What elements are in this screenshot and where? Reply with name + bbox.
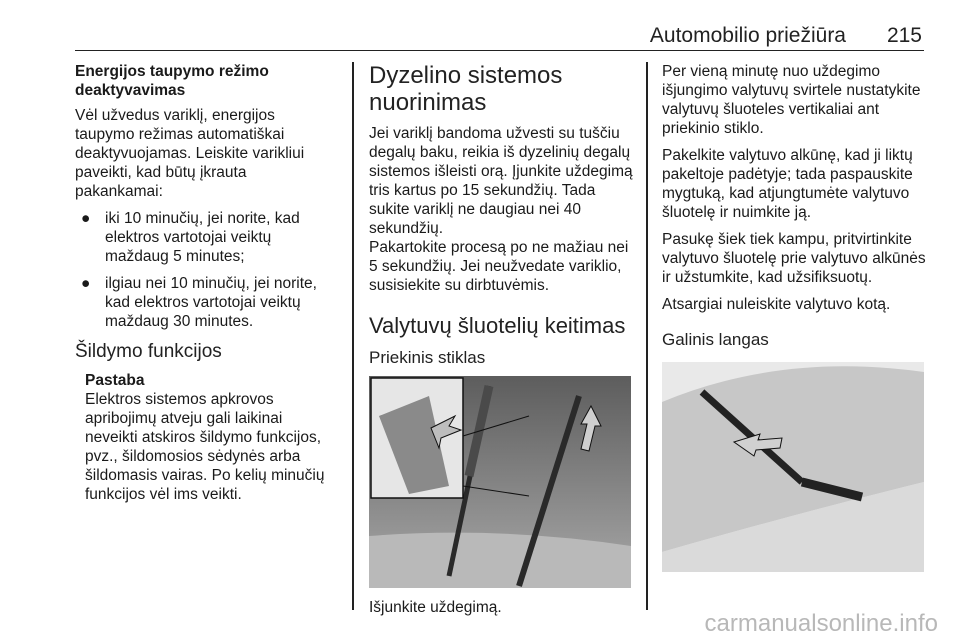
list-item (75, 274, 337, 331)
diesel-bleeding-heading: Dyzelino sistemos nuorinimas (369, 62, 563, 116)
column-right (662, 62, 928, 572)
page-number: 215 (886, 24, 922, 47)
figure-caption: Išjunkite uždegimą. (369, 599, 502, 616)
wiper-text-2: Pakelkite valytuvo alkūnę, kad ji liktų pakeltoje padėtyje; tada paspauskite mygtuką, kad atjungtumėte valytuvo šluotelę ir nuimkite ją. (662, 147, 913, 221)
wiper-text-4: Atsargiai nuleiskite valytuvo kotą. (662, 296, 891, 313)
column-divider (352, 62, 354, 610)
column-left (75, 62, 337, 512)
heating-functions-heading: Šildymo funkcijos (75, 341, 222, 362)
list-item-text: ilgiau nei 10 minučių, jei norite, kad elektros vartotojai veiktų maždaug 30 minutes. (105, 275, 317, 330)
page-header (75, 22, 924, 51)
bullet-list (75, 209, 337, 331)
energy-saving-text: Vėl užvedus variklį, energijos taupymo režimas automatiškai deaktyvuojamas. Leiskite varikliui paveikti, kad būtų įkrauta pakankamai: (75, 107, 305, 200)
note-title: Pastaba (85, 372, 145, 389)
note-box (85, 371, 337, 504)
note-text: Elektros sistemos apkrovos apribojimų atveju gali laikinai neveikti atskiros šildymo funkcijos, pvz., šildomosios sėdynės arba šildomasis vairas. Po kelių minučių funkcijos vėl ims veikti. (85, 391, 325, 503)
energy-saving-heading: Energijos taupymo režimo deaktyvavimas (75, 63, 269, 99)
column-middle (369, 62, 634, 625)
list-item-text: iki 10 minučių, jei norite, kad elektros vartotojai veiktų maždaug 5 minutes; (105, 210, 300, 265)
windscreen-heading: Priekinis stiklas (369, 348, 486, 367)
bullet-icon: ● (81, 275, 91, 292)
rear-wiper-illustration (662, 362, 924, 572)
wiper-text-1: Per vieną minutę nuo uždegimo išjungimo valytuvų svirtele nustatykite valytuvų šluoteles vertikaliai ant priekinio stiklo. (662, 63, 921, 137)
wiper-text-3: Pasukę šiek tiek kampu, pritvirtinkite valytuvo šluotelę prie valytuvo alkūnės ir užstumkite, kad užsifiksuotų. (662, 231, 926, 286)
diesel-bleeding-text-2: Pakartokite procesą po ne mažiau nei 5 sekundžių. Jei neužvedate variklio, susisiekite su dirbtuvėmis. (369, 239, 629, 294)
windscreen-wiper-illustration (369, 376, 631, 588)
bullet-icon: ● (81, 210, 91, 227)
wiper-blade-heading: Valytuvų šluotelių keitimas (369, 313, 626, 338)
watermark: carmanualsonline.info (704, 610, 938, 637)
diesel-bleeding-text: Jei variklį bandoma užvesti su tuščiu degalų baku, reikia iš dyzelinių degalų sistemos išleisti orą. Įjunkite uždegimą tris kartus po 15 sekundžių. Tada sukite variklį ne daugiau nei 40 sekundžių. (369, 125, 633, 237)
column-divider (646, 62, 648, 610)
list-item (75, 209, 337, 266)
chapter-title: Automobilio priežiūra (649, 24, 846, 47)
rear-window-heading: Galinis langas (662, 330, 769, 349)
